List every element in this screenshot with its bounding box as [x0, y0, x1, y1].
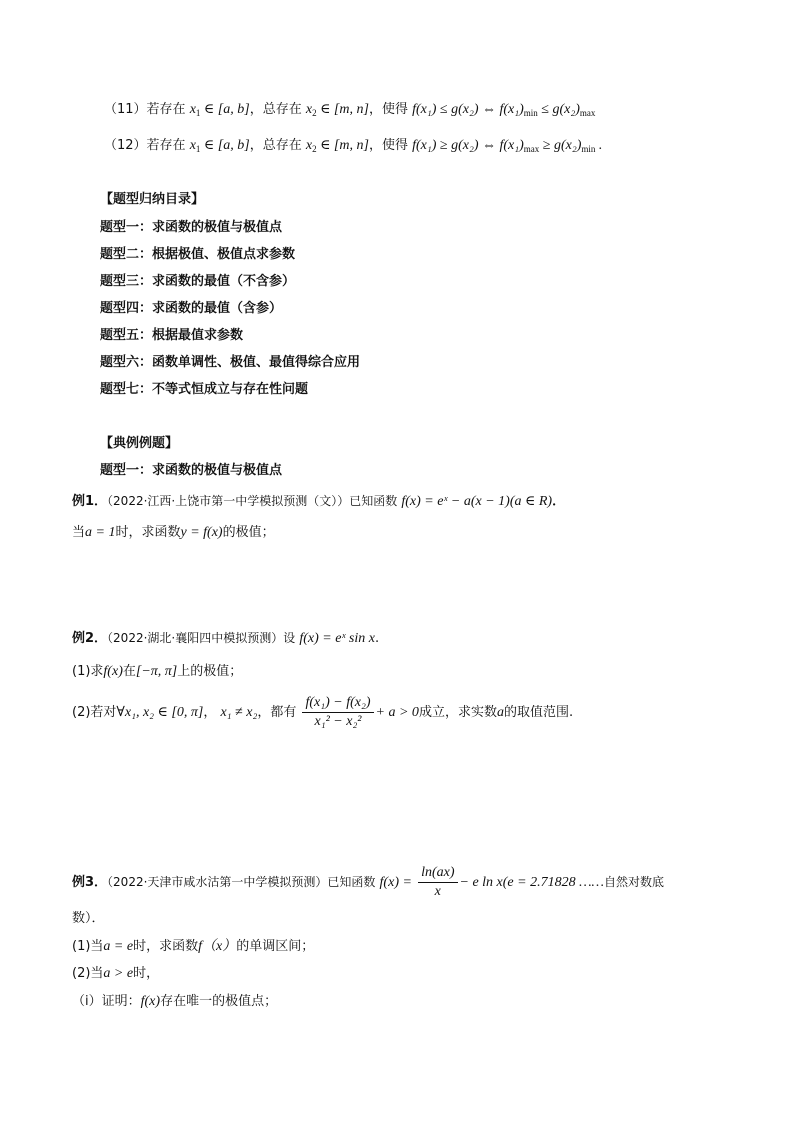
math-condition: a > e [103, 966, 134, 981]
math-x1: $x_1$ ∈ [a, b] [189, 138, 250, 154]
toc-item-7: 题型七：不等式恒成立与存在性问题 [100, 382, 309, 397]
toc-item-5: 题型五：根据最值求参数 [100, 328, 244, 343]
example-3-line2: 数）． [72, 911, 105, 926]
math-function: f(x) [140, 994, 161, 1009]
math-condition: a = 1 [85, 525, 116, 540]
fraction-numerator: ln(ax) [418, 865, 457, 883]
math-function: f(x) = eˣ sin x [299, 631, 375, 646]
math-equivalence: f(x₁) ≤ g(x₂) ⇔ $f(x_1)_{min} \le g(x_2)_{max}$ [412, 102, 596, 118]
text: (2)若对 [72, 705, 117, 720]
fraction-numerator: f(x₁) − f(x₂) [302, 695, 373, 713]
condition-11 [104, 100, 595, 123]
item-number: （11） [104, 102, 147, 117]
example-2-statement [72, 628, 379, 649]
text: 的单调区间； [236, 939, 315, 954]
punct: ． [552, 494, 566, 509]
text: 时，求函数 [133, 939, 199, 954]
text: 的取值范围. [503, 705, 574, 720]
math-equivalence: f(x₁) ≥ g(x₂) ⇔ $f(x_1)_{max} \ge g(x_2)_{min}$ . [412, 138, 603, 154]
math-inequality: + a > 0 [375, 705, 419, 720]
text: ，总存在 [249, 102, 302, 117]
type1-heading: 题型一：求函数的极值与极值点 [100, 463, 283, 478]
math-condition: x₁ ≠ x₂ [220, 705, 258, 720]
math-interval: [−π, π] [135, 664, 178, 679]
math-condition: a = e [103, 939, 134, 954]
text: ，使得 [368, 138, 408, 153]
text: 若存在 [146, 102, 186, 117]
example-1-statement [72, 491, 565, 512]
example-3-q1 [72, 937, 314, 957]
toc-item-1: 题型一：求函数的极值与极值点 [100, 220, 283, 235]
text: 上的极值； [177, 664, 243, 679]
example-2-q2 [72, 693, 573, 733]
text: (1)当 [72, 939, 104, 954]
text: 的极值； [222, 525, 275, 540]
example-source: （2022·湖北·襄阳四中模拟预测）设 [107, 631, 296, 645]
math-function: − e ln x(e = 2.71828 …… [459, 875, 604, 890]
math-condition: ∀x₁, x₂ ∈ [0, π] [116, 705, 204, 720]
example-label: 例1． [72, 494, 108, 509]
example-label: 例3． [72, 875, 108, 890]
math-x2: $x_2$ ∈ [m, n] [305, 138, 369, 154]
example-3-q2 [72, 964, 159, 984]
math-function: y = f(x) [180, 525, 223, 540]
toc-item-6: 题型六：函数单调性、极值、最值得综合应用 [100, 355, 361, 370]
toc-heading: 【题型归纳目录】 [100, 192, 205, 207]
math-var: a [496, 705, 504, 720]
toc-item-2: 题型二：根据极值、极值点求参数 [100, 247, 296, 262]
example-2-q1 [72, 662, 242, 682]
toc-item-4: 题型四：求函数的最值（含参） [100, 301, 283, 316]
text: 成立，求实数 [418, 705, 497, 720]
text: ，使得 [368, 102, 408, 117]
text: 存在唯一的极值点； [160, 994, 278, 1009]
fraction-denominator: x [434, 884, 441, 899]
text: （i）证明： [72, 994, 141, 1009]
text: 若存在 [146, 138, 186, 153]
math-function: f（x） [198, 939, 237, 954]
example-source: （2022·江西·上饶市第一中学模拟预测（文））已知函数 [107, 494, 398, 508]
math-fraction [302, 695, 373, 730]
text: 在 [122, 664, 136, 679]
math-function: f(x) = eˣ − a(x − 1)(a ∈ R) [401, 494, 553, 509]
text: 当 [72, 525, 86, 540]
text: ，都有 [257, 705, 297, 720]
math-function: f(x) = [379, 875, 412, 890]
math-fraction [418, 865, 457, 900]
text: 时，求函数 [115, 525, 181, 540]
math-x2: $x_2$ ∈ [m, n] [305, 102, 369, 118]
example-3-q2-i [72, 992, 277, 1012]
example-1-question [72, 523, 275, 543]
example-label: 例2． [72, 631, 108, 646]
toc-item-3: 题型三：求函数的最值（不含参） [100, 274, 296, 289]
fraction-denominator: x₁² − x₂² [314, 714, 362, 729]
examples-heading: 【典例例题】 [100, 436, 179, 451]
example-3-statement [72, 862, 664, 903]
text: (1)求 [72, 664, 104, 679]
punct: . [374, 631, 380, 646]
condition-12 [104, 136, 602, 159]
text: ，总存在 [249, 138, 302, 153]
math-x1: $x_1$ ∈ [a, b] [189, 102, 250, 118]
item-number: （12） [104, 138, 147, 153]
punct: ， [203, 705, 217, 720]
example-source: （2022·天津市咸水沽第一中学模拟预测）已知函数 [107, 875, 376, 889]
text: 自然对数底 [603, 875, 664, 889]
math-function: f(x) [103, 664, 123, 679]
text: (2)当 [72, 966, 104, 981]
text: 时， [133, 966, 160, 981]
